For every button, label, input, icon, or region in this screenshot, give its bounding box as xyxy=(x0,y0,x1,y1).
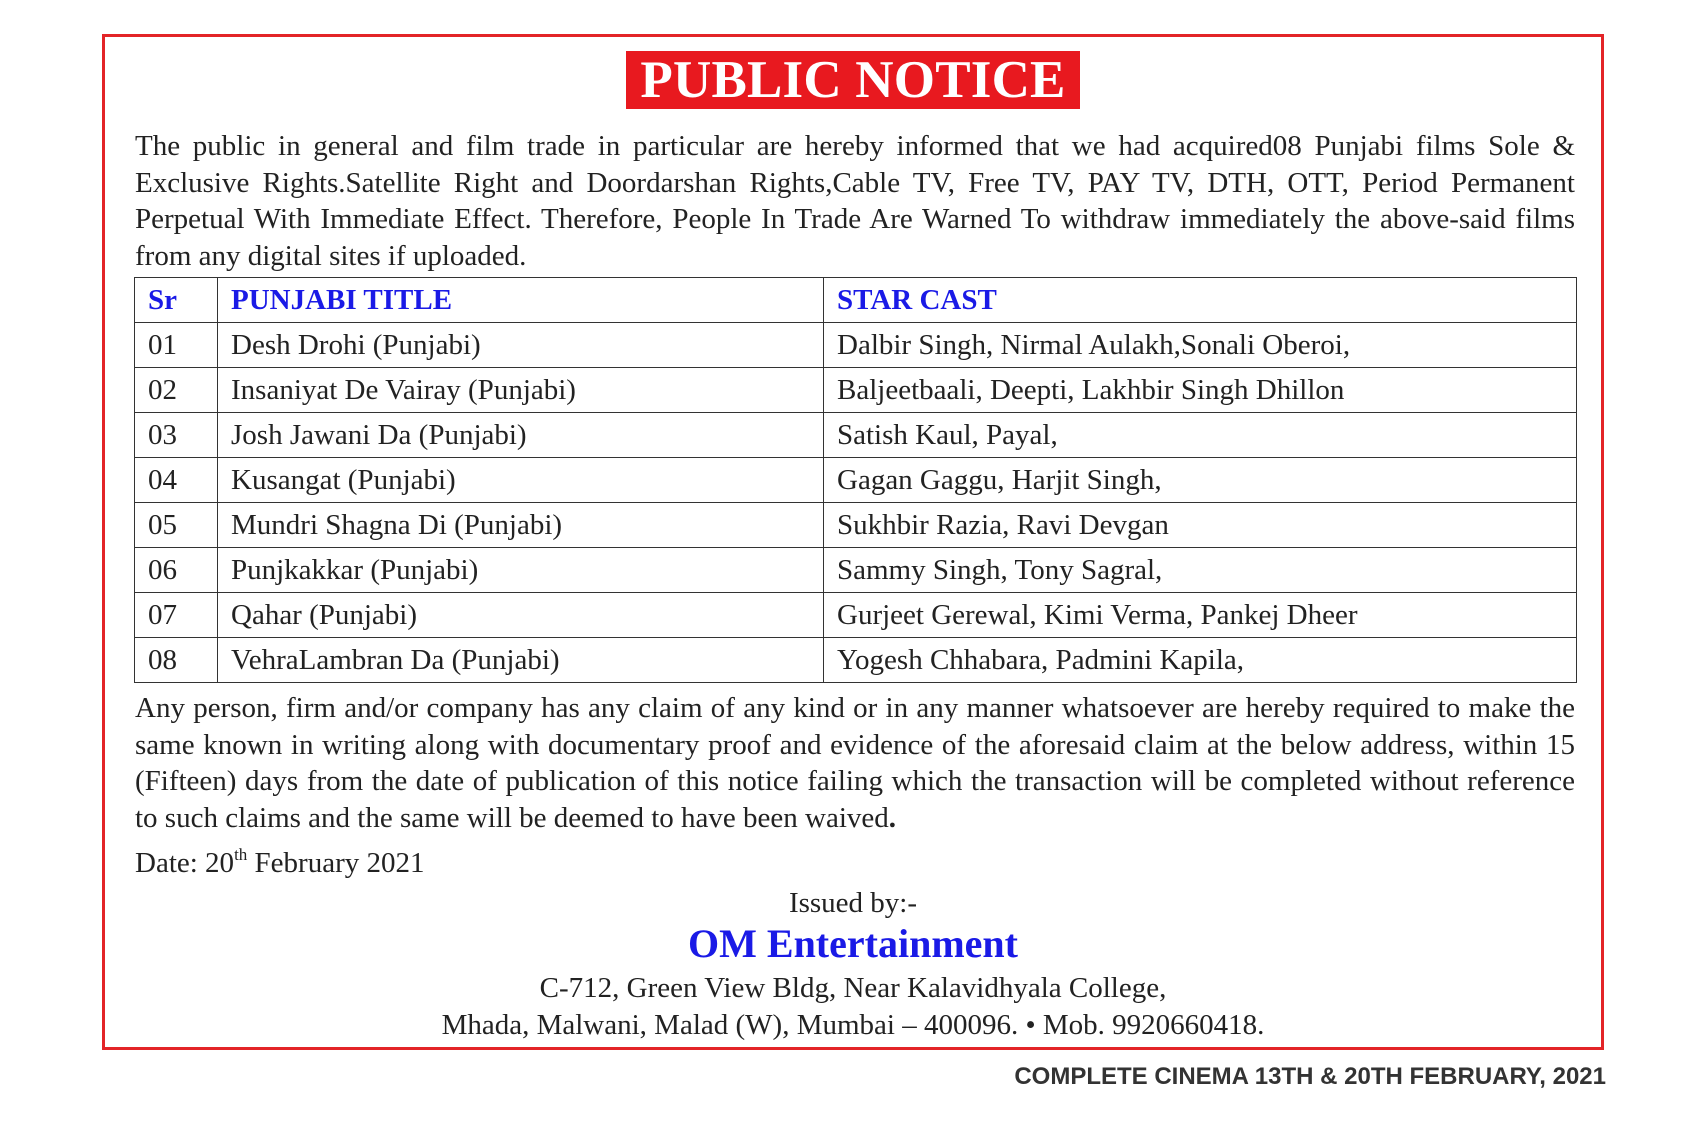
header-sr: Sr xyxy=(135,278,218,323)
cell-sr: 05 xyxy=(135,503,218,548)
cell-cast: Dalbir Singh, Nirmal Aulakh,Sonali Oberoi, xyxy=(824,323,1577,368)
cell-cast: Sukhbir Razia, Ravi Devgan xyxy=(824,503,1577,548)
cell-sr: 02 xyxy=(135,368,218,413)
company-address xyxy=(105,970,1601,1043)
publication-footer: COMPLETE CINEMA 13TH & 20TH FEBRUARY, 2021 xyxy=(1014,1063,1606,1090)
table-header-row xyxy=(135,278,1577,323)
date-prefix: Date: 20 xyxy=(135,847,235,879)
cell-title: Desh Drohi (Punjabi) xyxy=(218,323,824,368)
cell-sr: 06 xyxy=(135,548,218,593)
table-row xyxy=(135,548,1577,593)
cell-cast: Sammy Singh, Tony Sagral, xyxy=(824,548,1577,593)
public-notice-frame xyxy=(102,34,1604,1050)
cell-title: Insaniyat De Vairay (Punjabi) xyxy=(218,368,824,413)
cell-sr: 03 xyxy=(135,413,218,458)
notice-title: PUBLIC NOTICE xyxy=(626,51,1079,109)
cell-title: Josh Jawani Da (Punjabi) xyxy=(218,413,824,458)
claim-text: Any person, firm and/or company has any claim of any kind or in any manner whatsoever are hereby required to make the same known in writing along with documentary proof and evidence of the aforesaid claim at the below address, within 15 (Fifteen) days from the date of publication of this notice failing which the transaction will be completed without reference to such claims and the same will be deemed to have been waived xyxy=(135,692,1575,834)
table-row xyxy=(135,593,1577,638)
intro-paragraph: The public in general and film trade in particular are hereby informed that we had acquired08 Punjabi films Sole & Exclusive Rights.Satellite Right and Doordarshan Rights,Cable TV, Free TV, PAY TV, DTH, OTT, Period Permanent Perpetual With Immediate Effect. Therefore, People In Trade Are Warned To withdraw immediately the above-said films from any digital sites if uploaded. xyxy=(135,130,1575,272)
cell-title: VehraLambran Da (Punjabi) xyxy=(218,638,824,683)
claim-end-period: . xyxy=(888,801,896,834)
cell-cast: Baljeetbaali, Deepti, Lakhbir Singh Dhillon xyxy=(824,368,1577,413)
table-row xyxy=(135,323,1577,368)
issued-by-label: Issued by:- xyxy=(788,887,918,919)
cell-sr: 04 xyxy=(135,458,218,503)
cell-title: Qahar (Punjabi) xyxy=(218,593,824,638)
table-row xyxy=(135,503,1577,548)
cell-sr: 07 xyxy=(135,593,218,638)
header-star-cast: STAR CAST xyxy=(824,278,1577,323)
cell-title: Punjkakkar (Punjabi) xyxy=(218,548,824,593)
cell-cast: Satish Kaul, Payal, xyxy=(824,413,1577,458)
cell-cast: Gurjeet Gerewal, Kimi Verma, Pankej Dheer xyxy=(824,593,1577,638)
header-punjabi-title: PUNJABI TITLE xyxy=(218,278,824,323)
notice-date xyxy=(135,845,424,881)
table-row xyxy=(135,413,1577,458)
cell-sr: 01 xyxy=(135,323,218,368)
cell-title: Mundri Shagna Di (Punjabi) xyxy=(218,503,824,548)
table-row xyxy=(135,458,1577,503)
address-line-2: Mhada, Malwani, Malad (W), Mumbai – 400096. • Mob. 9920660418. xyxy=(441,1008,1265,1041)
claim-paragraph xyxy=(135,690,1575,836)
table-row xyxy=(135,368,1577,413)
date-ordinal-suffix: th xyxy=(234,845,248,864)
cell-title: Kusangat (Punjabi) xyxy=(218,458,824,503)
address-line-1: C-712, Green View Bldg, Near Kalavidhyala College, xyxy=(539,972,1167,1004)
cell-cast: Gagan Gaggu, Harjit Singh, xyxy=(824,458,1577,503)
company-name: OM Entertainment xyxy=(688,921,1018,966)
cell-sr: 08 xyxy=(135,638,218,683)
date-rest: February 2021 xyxy=(247,847,425,879)
films-table xyxy=(134,277,1577,683)
table-row xyxy=(135,638,1577,683)
cell-cast: Yogesh Chhabara, Padmini Kapila, xyxy=(824,638,1577,683)
title-wrap xyxy=(105,51,1601,109)
